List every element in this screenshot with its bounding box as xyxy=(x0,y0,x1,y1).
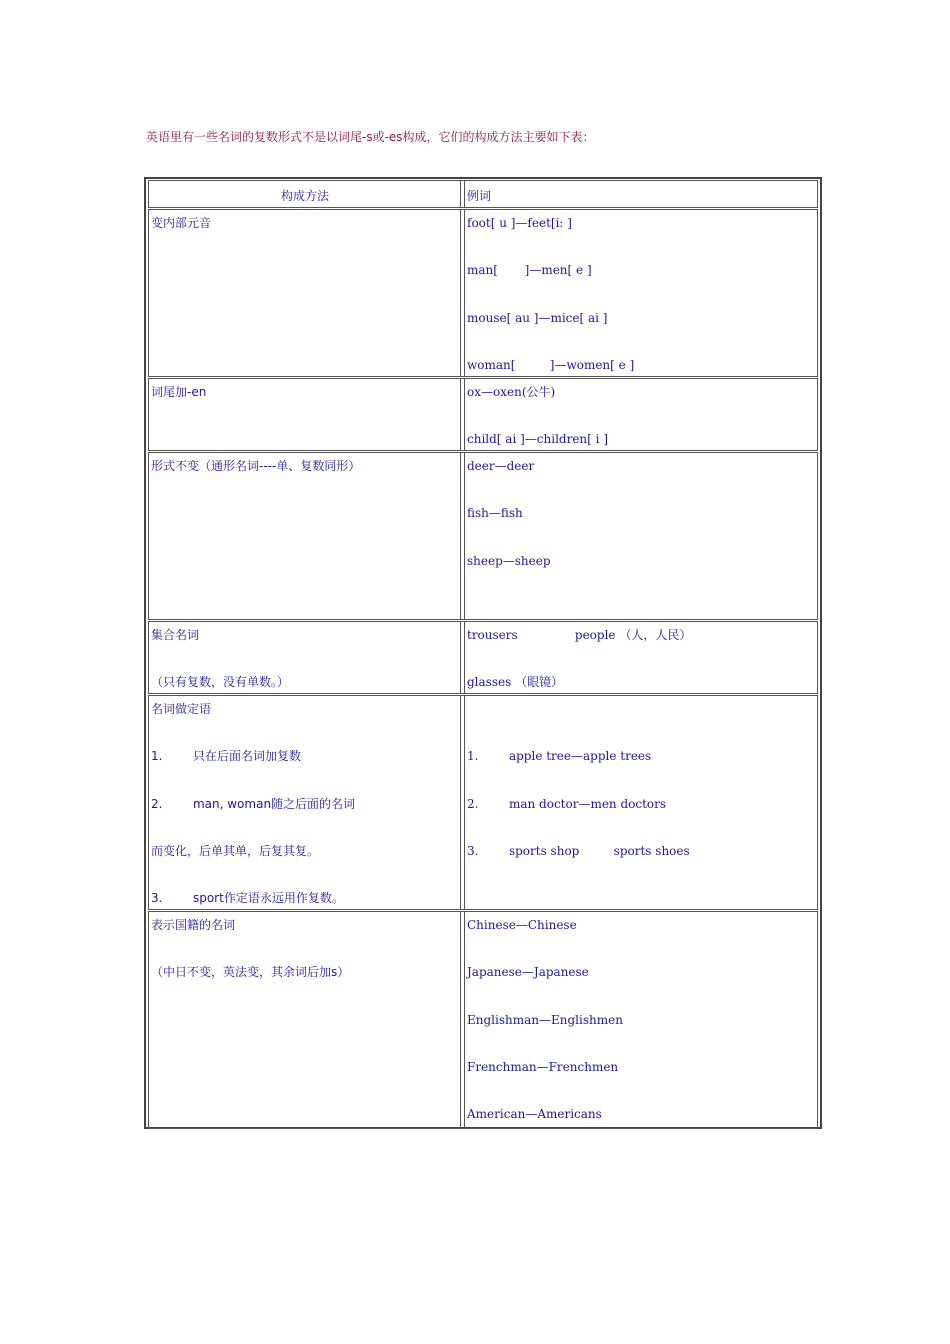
example-text: Frenchman—Frenchmen xyxy=(467,1060,619,1074)
method-text: （中日不变，英法变，其余词后加s） xyxy=(151,965,350,979)
example-text: woman[ ]—women[ e ] xyxy=(467,358,635,372)
example-text: fish—fish xyxy=(467,506,523,520)
example-text: 3. sports shop sports shoes xyxy=(467,844,690,858)
method-text: 形式不变（通形名词----单、复数同形） xyxy=(151,459,361,473)
example-text: Englishman—Englishmen xyxy=(467,1013,623,1027)
example-text: 1. apple tree—apple trees xyxy=(467,749,652,763)
example-text: man[ ]—men[ e ] xyxy=(467,263,592,277)
example-text: glasses （眼镜） xyxy=(467,675,564,689)
example-text: Japanese—Japanese xyxy=(467,965,589,979)
method-text: 1. 只在后面名词加复数 xyxy=(151,749,301,763)
method-text: （只有复数，没有单数。） xyxy=(151,675,290,689)
example-text: foot[ u ]—feet[i: ] xyxy=(467,216,572,230)
method-text: 集合名词 xyxy=(151,628,200,642)
example-text: Chinese—Chinese xyxy=(467,918,577,932)
example-text: child[ ai ]—children[ i ] xyxy=(467,432,608,446)
table-row xyxy=(148,452,818,620)
header-cell-method xyxy=(148,181,461,207)
header-examples-label: 例词 xyxy=(467,189,492,203)
table-row xyxy=(148,911,818,1129)
table-row xyxy=(148,378,818,451)
table-header-row xyxy=(148,180,818,208)
example-text: sheep—sheep xyxy=(467,554,551,568)
method-text: 2. man, woman随之后面的名词 xyxy=(151,797,356,811)
table-row xyxy=(148,695,818,910)
intro-text: 英语里有一些名词的复数形式不是以词尾-s或-es构成，它们的构成方法主要如下表： xyxy=(146,130,595,144)
method-text: 而变化，后单其单，后复其复。 xyxy=(151,844,320,858)
table-row xyxy=(148,621,818,694)
table-row xyxy=(148,209,818,377)
example-text: 2. man doctor—men doctors xyxy=(467,797,667,811)
method-text: 3. sport作定语永远用作复数。 xyxy=(151,891,344,905)
example-text: trousers people （人，人民） xyxy=(467,628,692,642)
header-method-label: 构成方法 xyxy=(281,189,330,203)
plural-forms-table xyxy=(144,177,822,1129)
header-cell-examples xyxy=(464,181,818,207)
example-text: mouse[ au ]—mice[ ai ] xyxy=(467,311,608,325)
method-text: 名词做定语 xyxy=(151,702,212,716)
method-text: 变内部元音 xyxy=(151,216,212,230)
method-text: 词尾加-en xyxy=(151,385,207,399)
example-text: ox—oxen(公牛) xyxy=(467,385,556,399)
example-text: American—Americans xyxy=(467,1107,602,1121)
method-text: 表示国籍的名词 xyxy=(151,918,236,932)
example-text: deer—deer xyxy=(467,459,535,473)
